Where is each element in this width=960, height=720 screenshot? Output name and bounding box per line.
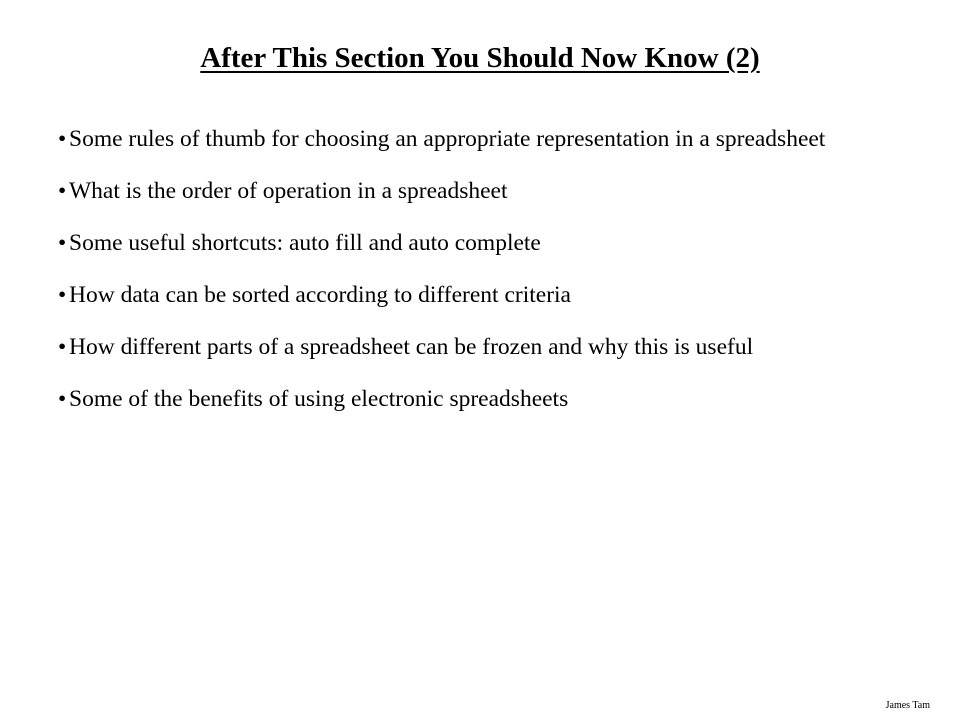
bullet-text: Some rules of thumb for choosing an appropriate representation in a spreadsheet — [69, 126, 826, 152]
bullet-text: Some of the benefits of using electronic spreadsheets — [69, 386, 569, 412]
bullet-icon: • — [58, 386, 67, 412]
slide-title: After This Section You Should Now Know (2) — [200, 42, 760, 74]
bullet-text: Some useful shortcuts: auto fill and auto complete — [69, 230, 541, 256]
bullet-icon: • — [58, 126, 67, 152]
bullet-item — [58, 124, 918, 155]
author-footer: James Tam — [885, 700, 930, 711]
bullet-item — [58, 384, 918, 415]
bullet-icon: • — [58, 282, 67, 308]
bullet-item — [58, 176, 918, 207]
bullet-icon: • — [58, 178, 67, 204]
bullet-icon: • — [58, 334, 67, 360]
bullet-icon: • — [58, 230, 67, 256]
bullet-item — [58, 332, 918, 363]
bullet-list — [58, 124, 918, 436]
bullet-text: What is the order of operation in a spreadsheet — [69, 178, 508, 204]
bullet-item — [58, 280, 918, 311]
bullet-text: How data can be sorted according to different criteria — [69, 282, 571, 308]
bullet-text: How different parts of a spreadsheet can be frozen and why this is useful — [69, 334, 754, 360]
bullet-item — [58, 228, 918, 259]
